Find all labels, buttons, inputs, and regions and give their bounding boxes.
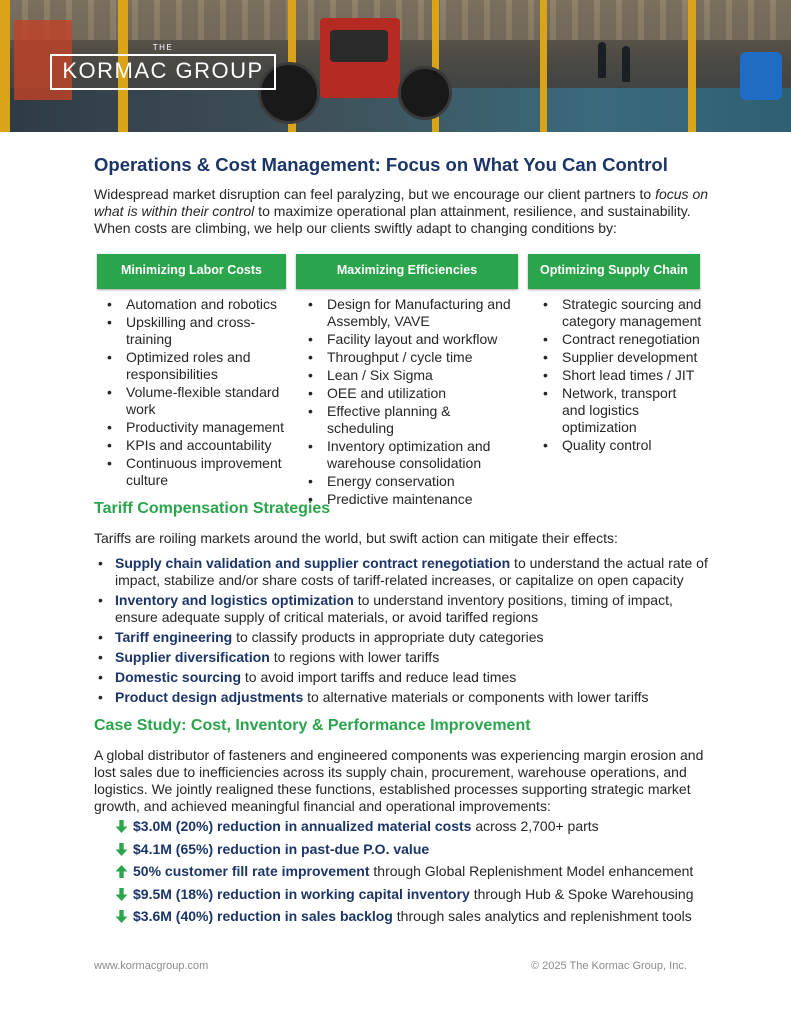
tariff-item — [94, 669, 714, 686]
result-text: across 2,700+ parts — [471, 818, 599, 834]
tariff-item — [94, 689, 714, 706]
case-study-heading: Case Study: Cost, Inventory & Performance Improvement — [94, 717, 531, 734]
intro-paragraph — [94, 186, 714, 237]
result-text: through Hub & Spoke Warehousing — [469, 885, 694, 902]
supply-chain-list — [540, 296, 702, 455]
banner-cleaning-machine — [740, 52, 782, 100]
tariff-item-text: to avoid import tariffs and reduce lead times — [241, 669, 517, 685]
results-list — [115, 818, 715, 931]
labor-cost-list — [104, 296, 286, 490]
up-arrow-icon — [115, 865, 128, 878]
list-item: • Predictive maintenance — [305, 491, 520, 508]
header-banner — [0, 0, 791, 132]
list-item: • Volume-flexible standard work — [104, 384, 286, 418]
footer-copyright: © 2025 The Kormac Group, Inc. — [531, 960, 687, 972]
banner-beam — [688, 0, 696, 132]
result-highlight: $9.5M (18%) reduction in working capital inventory — [133, 885, 470, 902]
tariff-item-keyword: Supplier diversification — [115, 649, 270, 665]
banner-person — [622, 46, 630, 82]
result-item — [115, 908, 715, 925]
list-item: • Inventory optimization and warehouse consolidation — [305, 438, 520, 472]
tariff-strategy-list — [94, 555, 714, 709]
tariff-item-text: to classify products in appropriate duty categories — [232, 629, 544, 645]
intro-text-1: Widespread market disruption can feel paralyzing, but we encourage our client partners to — [94, 186, 656, 202]
result-highlight: $4.1M (65%) reduction in past-due P.O. value — [133, 840, 430, 857]
list-item: • Contract renegotiation — [540, 331, 702, 348]
tariff-item-text: to alternative materials or components with lower tariffs — [303, 689, 649, 705]
list-item: • Quality control — [540, 437, 702, 454]
footer-website-link[interactable]: www.kormacgroup.com — [94, 960, 209, 972]
list-item: • Design for Manufacturing and Assembly, VAVE — [305, 296, 520, 330]
result-highlight: 50% customer fill rate improvement — [133, 863, 370, 879]
logo-the: THE — [152, 43, 174, 52]
column-header-labor: Minimizing Labor Costs — [97, 254, 286, 289]
result-item — [115, 886, 715, 903]
intro-text-2: to maximize operational plan attainment, resilience, and sustainability. When costs are climbing, we help our clients swiftly adapt to changing conditions by: — [94, 203, 691, 236]
result-item — [115, 863, 715, 880]
down-arrow-icon — [115, 888, 128, 901]
list-item: • OEE and utilization — [305, 385, 520, 402]
banner-beam — [540, 0, 547, 132]
case-study-body: A global distributor of fasteners and engineered components was experiencing margin erosion and lost sales due to inefficiencies across its supply chain, procurement, warehouse operations, and logistics. We jointly realigned these functions, established processes supporting strategic market growth, and achieved meaningful financial and operational improvements: — [94, 747, 704, 814]
list-item: • Lean / Six Sigma — [305, 367, 520, 384]
column-header-supply-chain: Optimizing Supply Chain — [528, 254, 700, 289]
list-item: • Continuous improvement culture — [104, 455, 286, 489]
intro-emphasis: focus on what is within their control — [94, 186, 709, 219]
list-item: • Productivity management — [104, 419, 286, 436]
tariff-item-text: to understand the actual rate of impact, stabilize and/or share costs of tariff-related increases, or capitalize on open capacity — [115, 555, 708, 588]
list-item: • Effective planning & scheduling — [305, 403, 520, 437]
list-item: • Facility layout and workflow — [305, 331, 520, 348]
result-item — [115, 818, 715, 835]
efficiencies-list — [305, 296, 520, 509]
result-text: through Global Replenishment Model enhancement — [369, 863, 694, 879]
list-item: • KPIs and accountability — [104, 437, 286, 454]
list-item: • Supplier development — [540, 349, 702, 366]
tariff-item — [94, 592, 714, 626]
tariff-item-keyword: Product design adjustments — [115, 689, 304, 705]
page-title: Operations & Cost Management: Focus on What You Can Control — [94, 154, 668, 175]
tariff-heading: Tariff Compensation Strategies — [94, 500, 331, 517]
down-arrow-icon — [115, 820, 128, 833]
banner-person — [598, 42, 606, 78]
banner-beam — [0, 0, 10, 132]
list-item: • Network, transport and logistics optimization — [540, 385, 702, 436]
result-text: through sales analytics and replenishment tools — [392, 908, 692, 924]
list-item: • Optimized roles and responsibilities — [104, 349, 286, 383]
company-logo: KORMAC GROUP — [62, 58, 264, 83]
list-item: • Energy conservation — [305, 473, 520, 490]
tariff-item-keyword: Supply chain validation and supplier contract renegotiation — [115, 555, 511, 571]
tariff-item — [94, 649, 714, 666]
tariff-intro: Tariffs are roiling markets around the world, but swift action can mitigate their effects: — [94, 530, 618, 546]
column-header-efficiencies: Maximizing Efficiencies — [296, 254, 518, 289]
tariff-item-keyword: Tariff engineering — [115, 629, 233, 645]
result-item — [115, 841, 715, 858]
result-highlight: $3.6M (40%) reduction in sales backlog — [133, 908, 393, 924]
tariff-item-text: to regions with lower tariffs — [269, 649, 440, 665]
list-item: • Short lead times / JIT — [540, 367, 702, 384]
list-item: • Automation and robotics — [104, 296, 286, 313]
tractor-wheel — [398, 66, 452, 120]
list-item: • Upskilling and cross-training — [104, 314, 286, 348]
list-item: • Strategic sourcing and category management — [540, 296, 702, 330]
tractor-cab — [330, 30, 388, 62]
down-arrow-icon — [115, 843, 128, 856]
tariff-item-keyword: Domestic sourcing — [115, 669, 242, 685]
tariff-item-keyword: Inventory and logistics optimization — [115, 592, 354, 608]
result-highlight: $3.0M (20%) reduction in annualized material costs — [133, 818, 472, 834]
tariff-item — [94, 555, 714, 589]
list-item: • Throughput / cycle time — [305, 349, 520, 366]
down-arrow-icon — [115, 910, 128, 923]
tariff-item-text: to understand inventory positions, timing of impact, ensure adequate supply of critical materials, or avoid tariffed regions — [115, 592, 673, 625]
tariff-item — [94, 629, 714, 646]
